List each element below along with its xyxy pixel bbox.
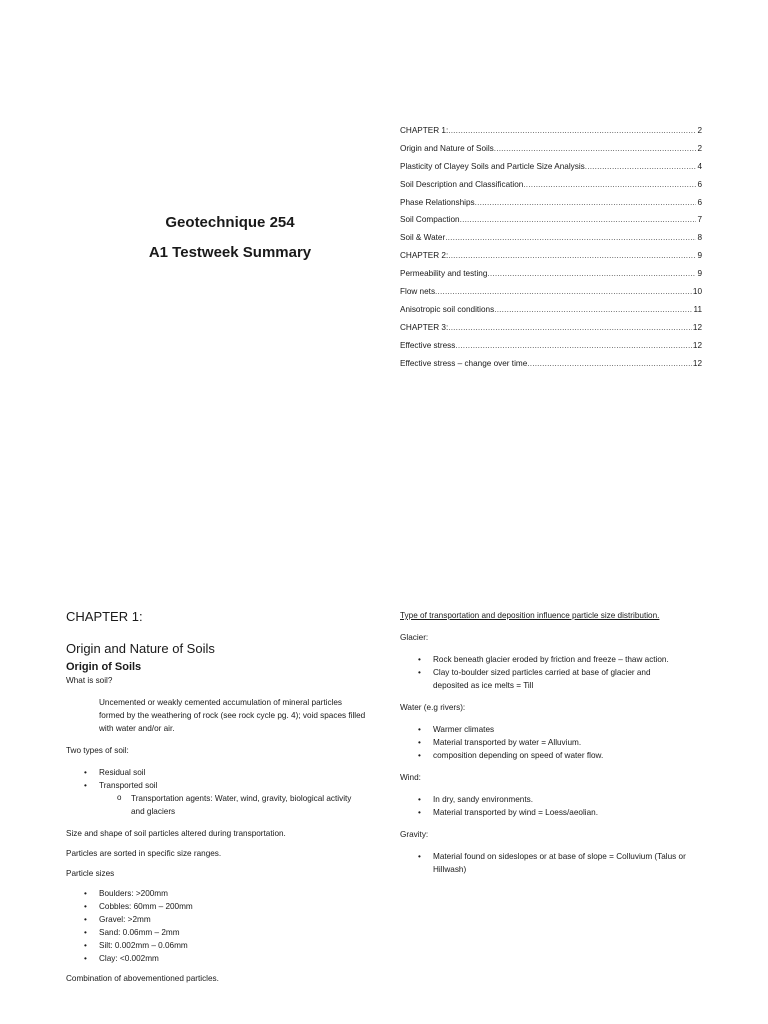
toc-entry[interactable] [400,233,702,251]
list-item: • Transported soil [66,779,366,792]
question-text: What is soil? [66,676,113,685]
toc-leader-dots [448,251,696,260]
toc-entry-label: Phase Relationships [400,197,475,207]
two-types-label: Two types of soil: [66,746,129,755]
toc-leader-dots [448,323,692,332]
toc-leader-dots [435,287,692,296]
toc-entry-page: 9 [697,251,702,261]
toc-entry-page: 9 [697,269,702,279]
toc-entry-label: Soil Compaction [400,215,460,225]
soil-types-list [66,766,366,818]
toc-entry-page: 4 [697,161,702,171]
toc-entry-label: CHAPTER 2: [400,251,449,261]
list-item: • Material found on sideslopes or at base of slope = Colluvium (Talus or Hillwash) [400,850,693,876]
toc-entry-page: 11 [693,304,702,314]
toc-entry-label: Origin and Nature of Soils [400,143,494,153]
toc-leader-dots [460,215,697,224]
glacier-list [400,653,705,692]
toc-entry[interactable] [400,305,702,323]
water-label: Water (e.g rivers): [400,703,466,712]
toc-entry-page: 12 [692,322,702,332]
toc-entry-page: 8 [697,233,702,243]
toc-leader-dots [494,305,692,314]
toc-entry-label: Soil & Water [400,233,446,243]
list-item: • Cobbles: 60mm – 200mm [66,900,366,913]
list-item: • In dry, sandy environments. [400,793,705,806]
toc-entry[interactable] [400,198,702,216]
paragraph: Particles are sorted in specific size ranges. [66,849,222,858]
toc-leader-dots [455,341,692,350]
subsection-heading: Origin of Soils [66,661,142,673]
chapter-heading: CHAPTER 1: [66,609,143,624]
toc-entry-page: 2 [697,143,702,153]
document-title: Geotechnique 254 [165,214,295,231]
list-item: • Gravel: >2mm [66,913,366,926]
glacier-label: Glacier: [400,633,429,642]
particle-sizes-list [66,887,366,965]
toc-entry[interactable] [400,126,702,144]
list-item: • Clay: <0.002mm [66,952,366,965]
toc-entry-page: 7 [697,215,702,225]
toc-entry[interactable] [400,341,702,359]
list-item: • Warmer climates [400,723,705,736]
toc-entry[interactable] [400,287,702,305]
toc-entry-label: CHAPTER 3: [400,322,449,332]
toc-leader-dots [487,269,696,278]
transportation-column [400,609,705,876]
list-item: • Residual soil [66,766,366,779]
toc-entry-page: 6 [697,179,702,189]
toc-leader-dots [585,162,697,171]
toc-entry-page: 10 [692,287,702,297]
toc-entry-label: Flow nets [400,287,436,297]
toc-entry-label: Effective stress [400,340,456,350]
toc-entry-page: 12 [692,340,702,350]
toc-entry-label: Soil Description and Classification [400,179,524,189]
list-item: • composition depending on speed of water flow. [400,749,705,762]
section-heading: Origin and Nature of Soils [66,641,215,656]
toc-entry-page: 6 [697,197,702,207]
list-item: • Boulders: >200mm [66,887,366,900]
list-item: • Clay to-boulder sized particles carried at base of glacier and deposited as ice melts = Till [400,666,688,692]
toc-leader-dots [448,126,696,135]
transport-heading: Type of transportation and deposition influence particle size distribution. [400,611,660,620]
toc-entry-page: 2 [697,126,702,135]
gravity-list [400,850,705,876]
document-title-block [100,208,360,268]
toc-entry-label: Anisotropic soil conditions [400,304,495,314]
toc-entry-label: Plasticity of Clayey Soils and Particle Size Analysis [400,161,585,171]
list-item: • Material transported by wind = Loess/aeolian. [400,806,705,819]
toc-entry[interactable] [400,359,702,377]
list-item: o Transportation agents: Water, wind, gravity, biological activity and glaciers [66,792,361,818]
toc-entry-label: Effective stress – change over time [400,358,528,368]
toc-leader-dots [523,180,696,189]
soil-definition: Uncemented or weakly cemented accumulation of mineral particles formed by the weathering of rock (see rock cycle pg. 4); void spaces filled with water and/or air. [99,698,366,733]
list-item: • Sand: 0.06mm – 2mm [66,926,366,939]
toc-entry[interactable] [400,323,702,341]
toc-entry[interactable] [400,269,702,287]
gravity-label: Gravity: [400,830,429,839]
toc-entry-label: CHAPTER 1: [400,126,449,135]
wind-label: Wind: [400,773,421,782]
water-list [400,723,705,762]
toc-leader-dots [445,233,696,242]
toc-entry[interactable] [400,215,702,233]
toc-entry[interactable] [400,144,702,162]
paragraph: Size and shape of soil particles altered during transportation. [66,829,286,838]
toc-leader-dots [475,198,697,207]
list-item: • Silt: 0.002mm – 0.06mm [66,939,366,952]
particle-sizes-label: Particle sizes [66,869,115,878]
toc-entry[interactable] [400,180,702,198]
toc-leader-dots [527,359,692,368]
chapter-1-column [66,609,366,985]
toc-entry-page: 12 [692,358,702,368]
table-of-contents [400,126,702,376]
toc-entry[interactable] [400,251,702,269]
toc-entry-label: Permeability and testing [400,269,488,279]
list-item: • Rock beneath glacier eroded by friction and freeze – thaw action. [400,653,705,666]
list-item: • Material transported by water = Alluvium. [400,736,705,749]
wind-list [400,793,705,819]
toc-leader-dots [494,144,697,153]
document-subtitle: A1 Testweek Summary [148,244,312,261]
toc-entry[interactable] [400,162,702,180]
paragraph: Combination of abovementioned particles. [66,974,219,983]
